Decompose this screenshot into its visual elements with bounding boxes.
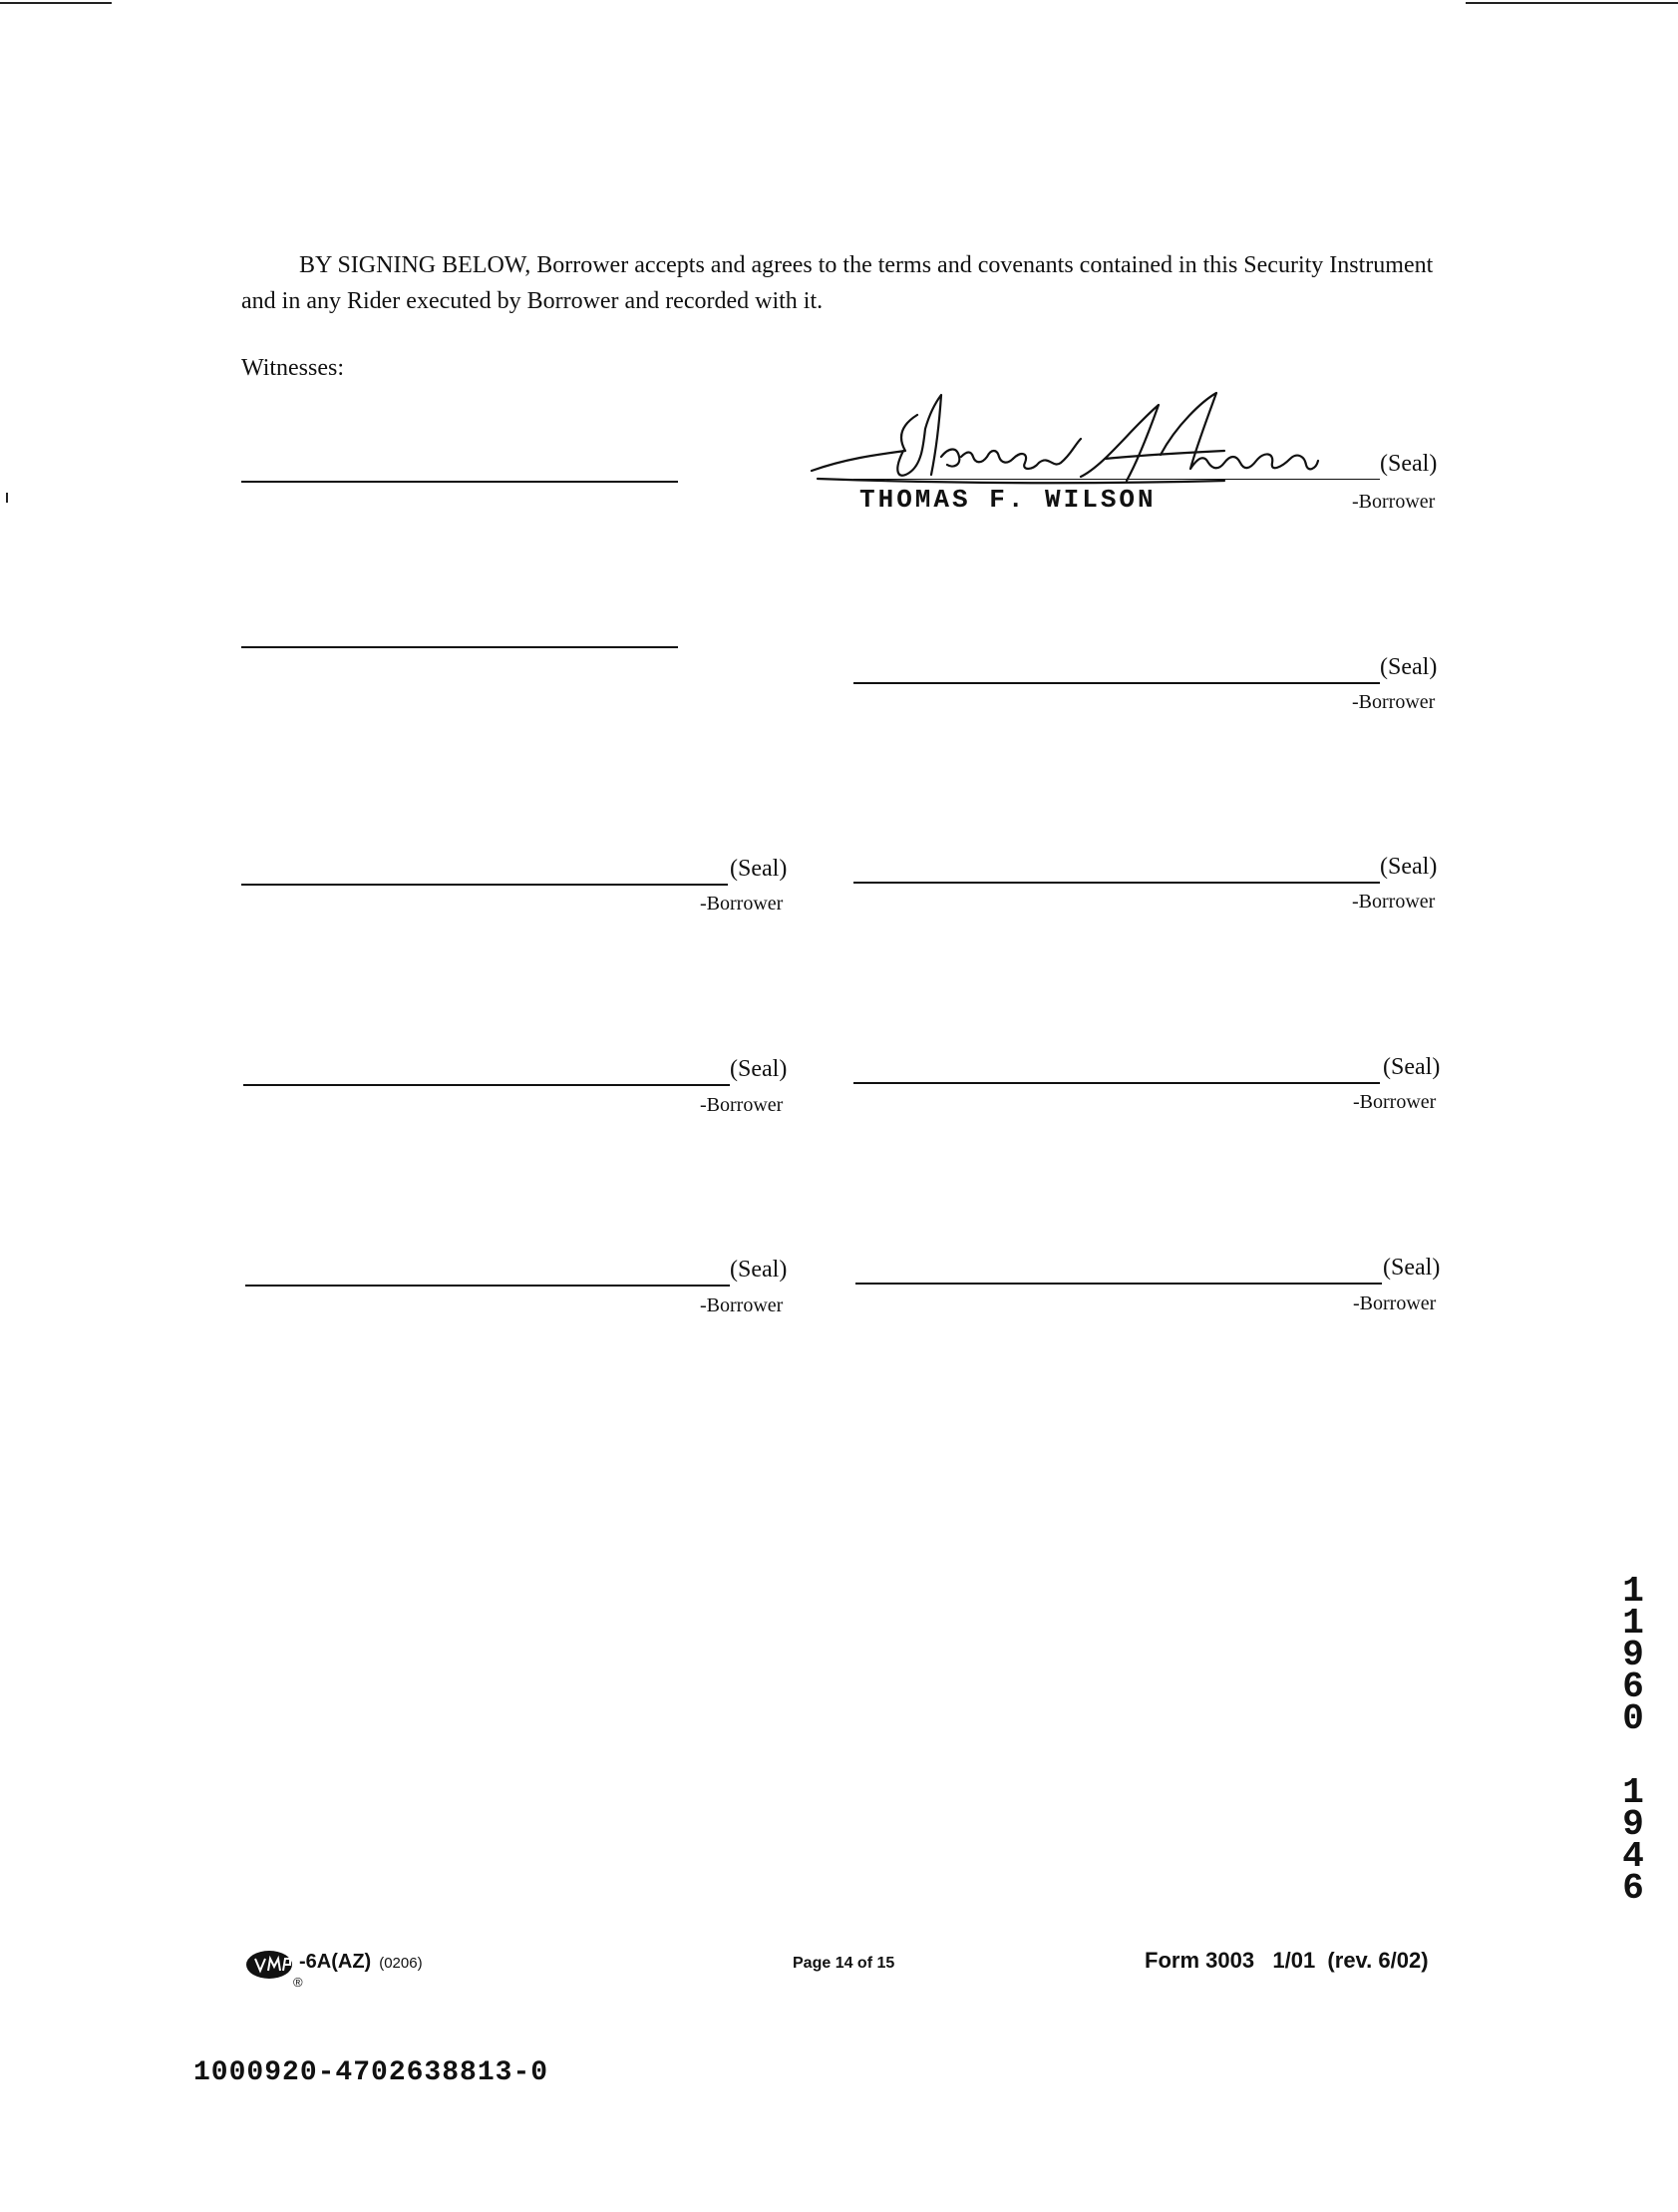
borrower-label: -Borrower [1352, 691, 1436, 713]
borrower-signature-line-5 [243, 1084, 730, 1086]
recording-number-group-2 [1613, 1772, 1653, 1909]
form-code-main: -6A(AZ) [299, 1951, 372, 1973]
recording-number-group-1 [1613, 1571, 1653, 1739]
registered-mark: ® [293, 1975, 303, 1990]
form-number: Form 3003 1/01 (rev. 6/02) [1145, 1948, 1429, 1973]
borrower-label: -Borrower [1353, 1292, 1437, 1314]
recording-digit: 1 [1622, 1772, 1644, 1813]
recording-digit: 6 [1622, 1868, 1644, 1909]
page-number: Page 14 of 15 [793, 1955, 895, 1972]
seal-label: (Seal) [730, 1257, 788, 1283]
borrower-label: -Borrower [1352, 891, 1436, 913]
seal-label: (Seal) [730, 856, 788, 882]
borrower-signature-line-1 [853, 479, 1380, 480]
recording-digit: 1 [1622, 1603, 1644, 1644]
seal-label: (Seal) [1383, 1255, 1441, 1281]
borrower-label: -Borrower [700, 1094, 784, 1116]
recording-digit: 9 [1622, 1635, 1644, 1675]
borrower-signature-line-2 [853, 682, 1380, 684]
loan-number: 1000920-4702638813-0 [193, 2057, 549, 2088]
scan-edge-mark [6, 493, 8, 503]
seal-label: (Seal) [1380, 654, 1438, 680]
signature-acknowledgment: BY SIGNING BELOW, Borrower accepts and agrees to the terms and covenants contained in this Security Instrument and in any Rider executed by Borrower and recorded with it. [241, 252, 1434, 314]
borrower-signature [806, 385, 1324, 501]
scan-edge-mark [1466, 2, 1678, 4]
borrower-signature-line-6 [853, 1082, 1380, 1084]
seal-label: (Seal) [730, 1056, 788, 1082]
recording-digit: 4 [1622, 1836, 1644, 1877]
form-code-suffix: (0206) [379, 1955, 423, 1972]
recording-digit: 9 [1622, 1804, 1644, 1845]
borrower-label: -Borrower [1352, 491, 1436, 513]
recording-digit: 0 [1622, 1698, 1644, 1739]
form-code [299, 1951, 423, 1974]
borrower-signature-line-8 [855, 1283, 1382, 1285]
borrower-typed-name: THOMAS F. WILSON [859, 485, 1157, 515]
witness-line-2 [241, 646, 678, 648]
borrower-label: -Borrower [1353, 1091, 1437, 1113]
borrower-signature-line-7 [245, 1285, 730, 1287]
borrower-label: -Borrower [700, 1294, 784, 1316]
seal-label: (Seal) [1383, 1054, 1441, 1080]
borrower-label: -Borrower [700, 893, 784, 915]
seal-label: (Seal) [1380, 854, 1438, 880]
borrower-signature-line-3 [241, 884, 728, 886]
vmp-logo [245, 1949, 297, 1981]
recording-digit: 1 [1622, 1571, 1644, 1612]
witnesses-label: Witnesses: [241, 355, 345, 381]
witness-line-1 [241, 481, 678, 483]
recording-digit: 6 [1622, 1666, 1644, 1707]
seal-label: (Seal) [1380, 451, 1438, 477]
scan-edge-mark [0, 2, 112, 4]
borrower-signature-line-4 [853, 882, 1380, 884]
